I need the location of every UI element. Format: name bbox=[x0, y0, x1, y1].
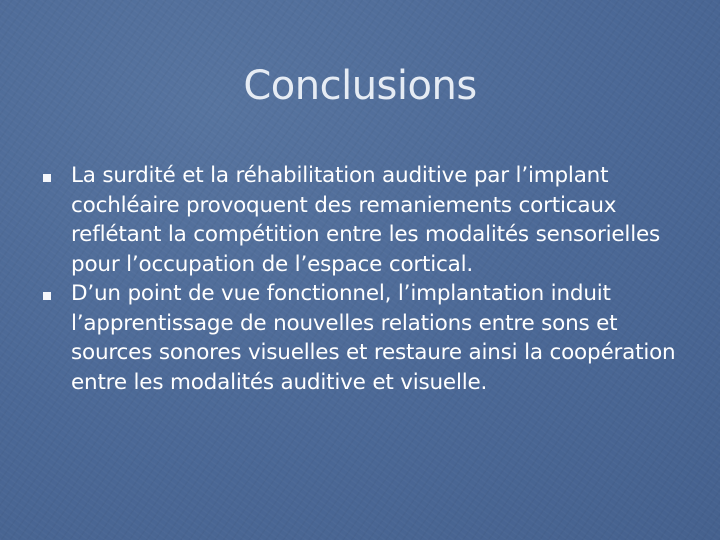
bullet-item bbox=[42, 279, 682, 397]
square-bullet-icon bbox=[43, 174, 51, 182]
bullet-list bbox=[42, 161, 682, 397]
bullet-text: La surdité et la réhabilitation auditive par l’implant cochléaire provoquent des remaniements corticaux reflétant la compétition entre les modalités sensorielles pour l’occupation de l’espace cortical. bbox=[71, 163, 660, 277]
slide-title: Conclusions bbox=[243, 63, 477, 109]
square-bullet-icon bbox=[43, 292, 51, 300]
bullet-item bbox=[42, 161, 682, 279]
bullet-text: D’un point de vue fonctionnel, l’implantation induit l’apprentissage de nouvelles relations entre sons et sources sonores visuelles et restaure ainsi la coopération entre les modalités auditive et visuelle. bbox=[71, 281, 676, 395]
